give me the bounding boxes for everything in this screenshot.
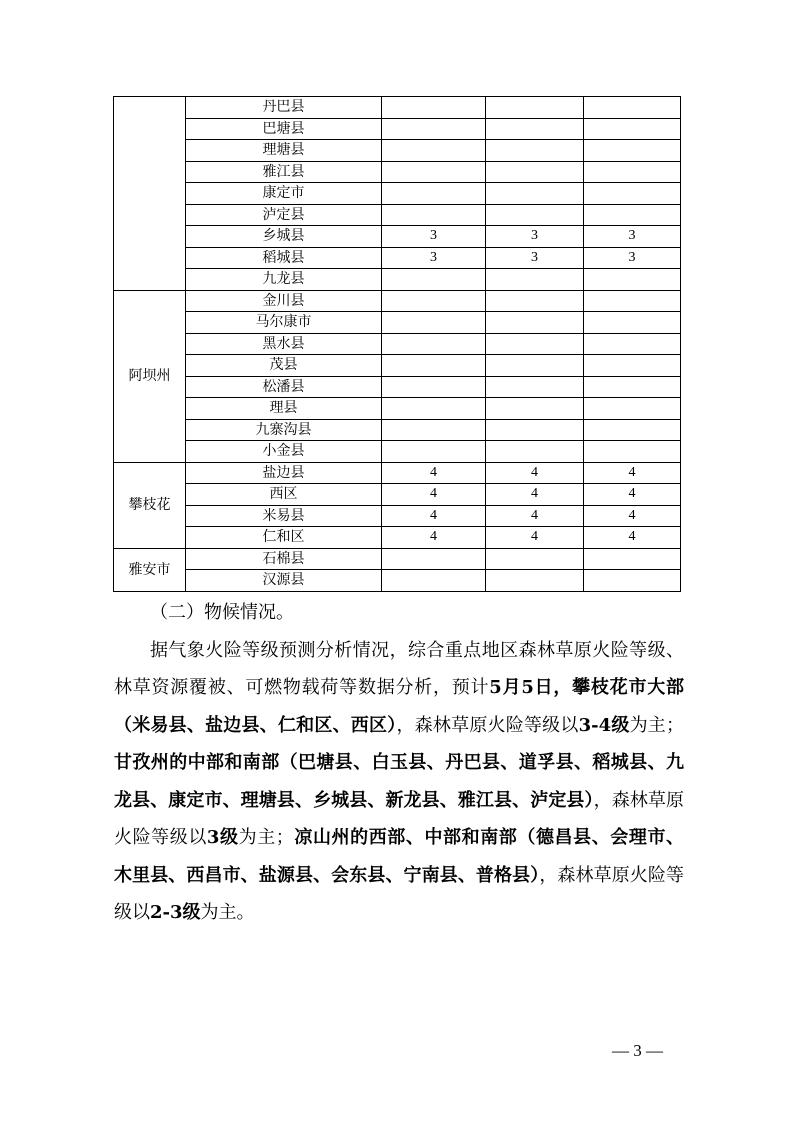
risk-level-cell: [486, 355, 584, 377]
table-row: [114, 484, 681, 506]
risk-level-cell: [486, 204, 584, 226]
risk-level-cell: [486, 333, 584, 355]
table-row: [114, 247, 681, 269]
table-row: [114, 462, 681, 484]
county-cell: 康定市: [186, 183, 382, 205]
risk-level-cell: 3: [382, 247, 486, 269]
risk-level-cell: [584, 570, 681, 592]
risk-level-cell: [382, 118, 486, 140]
table-row: [114, 548, 681, 570]
risk-level-cell: [584, 419, 681, 441]
fire-risk-table: [113, 96, 681, 592]
risk-level-cell: 4: [486, 484, 584, 506]
risk-level-cell: 4: [584, 484, 681, 506]
phenology-paragraph: [114, 632, 684, 932]
table-row: [114, 183, 681, 205]
risk-level-cell: 4: [486, 462, 584, 484]
bold-text-segment: 甘孜州的中部和南部（巴塘县、白玉县、丹巴县、道孚县、稻城县、九龙县、康定市、理塘县、乡城县、新龙县、雅江县、泸定县）: [114, 752, 684, 811]
risk-level-cell: 4: [382, 462, 486, 484]
risk-level-cell: [584, 548, 681, 570]
region-cell: 雅安市: [114, 548, 186, 591]
risk-level-cell: 4: [584, 527, 681, 549]
risk-level-cell: [486, 398, 584, 420]
risk-level-cell: 4: [584, 505, 681, 527]
bold-text-segment: 2-3级: [150, 902, 201, 923]
risk-level-cell: [486, 376, 584, 398]
risk-level-cell: [584, 290, 681, 312]
risk-level-cell: [382, 419, 486, 441]
text-segment: ，森林草原火险等级以: [114, 864, 685, 923]
risk-level-cell: [382, 161, 486, 183]
risk-level-cell: [486, 269, 584, 291]
risk-level-cell: 4: [486, 505, 584, 527]
text-segment: ，森林草原火险等级以: [114, 789, 685, 848]
phenology-section: [114, 594, 684, 932]
risk-level-cell: [584, 398, 681, 420]
risk-level-cell: [486, 419, 584, 441]
table-row: [114, 226, 681, 248]
risk-level-cell: [382, 570, 486, 592]
county-cell: 泸定县: [186, 204, 382, 226]
risk-level-cell: [486, 312, 584, 334]
risk-level-cell: 4: [382, 484, 486, 506]
risk-level-cell: [382, 290, 486, 312]
risk-level-cell: 3: [486, 247, 584, 269]
table-row: [114, 333, 681, 355]
table-row: [114, 441, 681, 463]
bold-text-segment: 凉山州的西部、中部和南部（德昌县、会理市、木里县、西昌市、盐源县、会东县、宁南县、普格县）: [114, 827, 685, 886]
county-cell: 金川县: [186, 290, 382, 312]
table-row: [114, 97, 681, 119]
risk-level-cell: [486, 183, 584, 205]
table-row: [114, 376, 681, 398]
county-cell: 盐边县: [186, 462, 382, 484]
risk-level-cell: 4: [584, 462, 681, 484]
county-cell: 小金县: [186, 441, 382, 463]
table-body: [114, 97, 681, 592]
text-segment: 据气象火险等级预测分析情况，综合重点地区森林草原火险等级、林草资源覆被、可燃物载荷等数据分析，预计: [114, 639, 684, 698]
risk-level-cell: [382, 376, 486, 398]
county-cell: 理塘县: [186, 140, 382, 162]
risk-level-cell: [382, 355, 486, 377]
table-row: [114, 312, 681, 334]
table-row: [114, 204, 681, 226]
risk-level-cell: 4: [486, 527, 584, 549]
table-row: [114, 355, 681, 377]
table-row: [114, 398, 681, 420]
risk-level-cell: 3: [382, 226, 486, 248]
county-cell: 九寨沟县: [186, 419, 382, 441]
risk-level-cell: [486, 140, 584, 162]
county-cell: 石棉县: [186, 548, 382, 570]
table-row: [114, 269, 681, 291]
risk-level-cell: [382, 441, 486, 463]
county-cell: 理县: [186, 398, 382, 420]
risk-level-cell: [382, 183, 486, 205]
text-segment: 为主。: [200, 902, 255, 923]
county-cell: 汉源县: [186, 570, 382, 592]
table-row: [114, 419, 681, 441]
bold-text-segment: 3级: [206, 827, 239, 848]
risk-level-cell: [382, 333, 486, 355]
risk-level-cell: [584, 183, 681, 205]
risk-level-cell: [382, 398, 486, 420]
table-row: [114, 290, 681, 312]
risk-level-cell: [584, 161, 681, 183]
county-cell: 雅江县: [186, 161, 382, 183]
county-cell: 乡城县: [186, 226, 382, 248]
risk-level-cell: 3: [584, 226, 681, 248]
page-number: — 3 —: [612, 1041, 663, 1060]
risk-level-cell: [382, 269, 486, 291]
risk-level-cell: [584, 204, 681, 226]
table-row: [114, 161, 681, 183]
risk-level-cell: [584, 118, 681, 140]
risk-level-cell: [486, 570, 584, 592]
bold-text-segment: 5月5日，攀枝花市大部（米易县、盐边县、仁和区、西区）: [114, 677, 684, 736]
county-cell: 茂县: [186, 355, 382, 377]
risk-level-cell: [584, 269, 681, 291]
county-cell: 九龙县: [186, 269, 382, 291]
risk-level-cell: [584, 441, 681, 463]
risk-level-cell: [486, 161, 584, 183]
risk-level-cell: [584, 312, 681, 334]
risk-level-cell: [382, 204, 486, 226]
section-heading: （二）物候情况。: [150, 602, 294, 623]
risk-level-cell: [584, 376, 681, 398]
risk-level-cell: [584, 355, 681, 377]
risk-level-cell: 3: [584, 247, 681, 269]
bold-text-segment: 3-4级: [578, 714, 630, 736]
county-cell: 米易县: [186, 505, 382, 527]
risk-level-cell: 4: [382, 527, 486, 549]
region-cell: [114, 97, 186, 291]
county-cell: 西区: [186, 484, 382, 506]
text-segment: 为主；: [238, 827, 294, 848]
risk-level-cell: [584, 333, 681, 355]
risk-level-cell: [382, 97, 486, 119]
risk-level-cell: [382, 548, 486, 570]
text-segment: ，森林草原火险等级以: [396, 714, 579, 736]
table-row: [114, 118, 681, 140]
risk-level-cell: [486, 441, 584, 463]
risk-level-cell: 4: [382, 505, 486, 527]
region-cell: 攀枝花: [114, 462, 186, 548]
table-row: [114, 570, 681, 592]
table-row: [114, 505, 681, 527]
county-cell: 仁和区: [186, 527, 382, 549]
risk-level-cell: [382, 312, 486, 334]
county-cell: 稻城县: [186, 247, 382, 269]
table-row: [114, 140, 681, 162]
risk-level-cell: [486, 97, 584, 119]
county-cell: 黑水县: [186, 333, 382, 355]
risk-level-cell: [486, 548, 584, 570]
county-cell: 巴塘县: [186, 118, 382, 140]
risk-level-cell: [584, 140, 681, 162]
risk-level-cell: [584, 97, 681, 119]
text-segment: 为主；: [629, 714, 684, 736]
risk-level-cell: [486, 290, 584, 312]
county-cell: 丹巴县: [186, 97, 382, 119]
region-cell: 阿坝州: [114, 290, 186, 462]
county-cell: 马尔康市: [186, 312, 382, 334]
county-cell: 松潘县: [186, 376, 382, 398]
risk-level-cell: 3: [486, 226, 584, 248]
risk-level-cell: [486, 118, 584, 140]
risk-level-cell: [382, 140, 486, 162]
table-row: [114, 527, 681, 549]
